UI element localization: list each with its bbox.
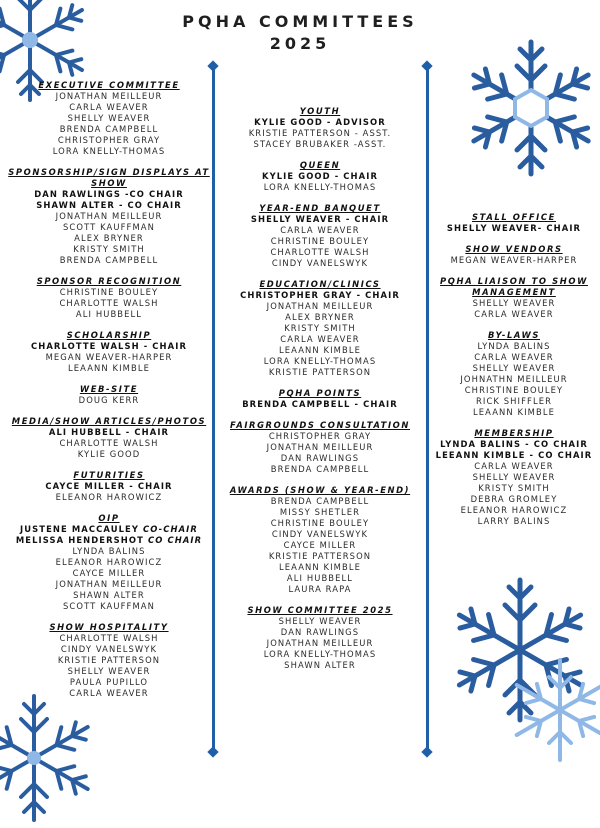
- divider-bottom-diamond-right: [421, 746, 432, 757]
- member-name: BRENDA CAMPBELL: [59, 124, 159, 134]
- member-name: ELEANOR HAROWICZ: [460, 505, 568, 515]
- member-name: JONATHAN MEILLEUR: [266, 301, 374, 311]
- committee-heading: BY-LAWS: [487, 330, 541, 340]
- committee-heading: SCHOLARSHIP: [66, 330, 152, 340]
- member-name: KRISTIE PATTERSON - ASST.: [248, 128, 392, 138]
- committee-section: [434, 244, 594, 266]
- committee-chair: KYLIE GOOD - ADVISOR: [254, 117, 386, 127]
- page-title: PQHA COMMITTEES: [182, 12, 418, 31]
- member-name: CHARLOTTE WALSH: [59, 298, 159, 308]
- committee-section: [6, 384, 212, 406]
- committee-column-right: [434, 212, 594, 537]
- committee-column-left: [6, 80, 212, 709]
- committee-heading: PQHA LIAISON TO SHOW: [440, 276, 588, 286]
- committee-section: [6, 513, 212, 612]
- committee-section: [6, 276, 212, 320]
- committee-chair: CHRISTOPHER GRAY - CHAIR: [240, 290, 400, 300]
- member-name: CARLA WEAVER: [474, 352, 554, 362]
- committee-section: [6, 167, 212, 266]
- member-name: SHELLY WEAVER: [472, 298, 556, 308]
- member-name: LYNDA BALINS: [72, 546, 146, 556]
- member-name: LEAANN KIMBLE: [472, 407, 556, 417]
- member-name: JONATHAN MEILLEUR: [266, 442, 374, 452]
- member-name: MEGAN WEAVER-HARPER: [450, 255, 578, 265]
- committee-chair: KYLIE GOOD - CHAIR: [261, 171, 379, 181]
- member-name: CHARLOTTE WALSH: [270, 247, 370, 257]
- committee-section: [6, 416, 212, 460]
- member-name: KYLIE GOOD: [77, 449, 141, 459]
- committee-heading: AWARDS (SHOW & YEAR-END): [229, 485, 411, 495]
- member-name: CHRISTINE BOULEY: [59, 287, 159, 297]
- member-name: BRENDA CAMPBELL: [59, 255, 159, 265]
- committee-section: [434, 330, 594, 418]
- committee-chair: ALI HUBBELL - CHAIR: [48, 427, 170, 437]
- member-name: LEAANN KIMBLE: [278, 345, 362, 355]
- member-name: DAN RAWLINGS: [280, 627, 360, 637]
- member-name: DOUG KERR: [78, 395, 140, 405]
- member-name: ALEX BRYNER: [74, 233, 144, 243]
- member-name: LYNDA BALINS: [477, 341, 551, 351]
- committee-heading: SHOW HOSPITALITY: [49, 622, 169, 632]
- committee-section: [222, 106, 418, 150]
- member-name: PAULA PUPILLO: [69, 677, 149, 687]
- committee-heading: PQHA POINTS: [278, 388, 362, 398]
- member-name: STACEY BRUBAKER -ASST.: [253, 139, 387, 149]
- committee-section: [434, 212, 594, 234]
- member-name: CHRISTOPHER GRAY: [57, 135, 161, 145]
- committee-heading: MEMBERSHIP: [474, 428, 554, 438]
- member-name: CAYCE MILLER: [72, 568, 146, 578]
- committee-chair: DAN RAWLINGS -CO CHAIR: [34, 189, 184, 199]
- committee-section: [222, 485, 418, 595]
- chair-name: MELISSA HENDERSHOT: [15, 535, 144, 545]
- member-name: CHRISTINE BOULEY: [464, 385, 564, 395]
- committee-heading: QUEEN: [299, 160, 341, 170]
- committee-chair: LEEANN KIMBLE - CO CHAIR: [435, 450, 593, 460]
- member-name: KRISTY SMITH: [284, 323, 356, 333]
- committee-heading: EXECUTIVE COMMITTEE: [38, 80, 180, 90]
- member-name: RICK SHIFFLER: [475, 396, 553, 406]
- member-name: KRISTY SMITH: [478, 483, 550, 493]
- committee-heading: EDUCATION/CLINICS: [259, 279, 381, 289]
- divider-bottom-diamond-left: [207, 746, 218, 757]
- page-subtitle-year: 2025: [269, 34, 331, 53]
- committee-chair: SHELLY WEAVER- CHAIR: [446, 223, 582, 233]
- committee-column-middle: [222, 106, 418, 681]
- committee-heading: MEDIA/SHOW ARTICLES/PHOTOS: [11, 416, 207, 426]
- member-name: ELEANOR HAROWICZ: [55, 492, 163, 502]
- member-name: LAURA RAPA: [288, 584, 352, 594]
- committee-section: [222, 388, 418, 410]
- member-name: SHELLY WEAVER: [67, 666, 151, 676]
- committee-section: [6, 330, 212, 374]
- member-name: ELEANOR HAROWICZ: [55, 557, 163, 567]
- committee-chair: SHELLY WEAVER - CHAIR: [250, 214, 390, 224]
- member-name: KRISTIE PATTERSON: [268, 551, 372, 561]
- member-name: SHELLY WEAVER: [472, 363, 556, 373]
- committee-section: [6, 80, 212, 157]
- committee-section: [222, 160, 418, 193]
- member-name: KRISTIE PATTERSON: [268, 367, 372, 377]
- member-name: CINDY VANELSWYK: [271, 258, 369, 268]
- member-name: SCOTT KAUFFMAN: [63, 222, 155, 232]
- member-name: LORA KNELLY-THOMAS: [52, 146, 166, 156]
- member-name: KRISTY SMITH: [73, 244, 145, 254]
- member-name: DEBRA GROMLEY: [470, 494, 558, 504]
- member-name: JONATHAN MEILLEUR: [55, 211, 163, 221]
- member-name: CINDY VANELSWYK: [271, 529, 369, 539]
- member-name: LORA KNELLY-THOMAS: [263, 649, 377, 659]
- committee-chair: CHARLOTTE WALSH - CHAIR: [30, 341, 188, 351]
- committee-chair: [6, 535, 212, 546]
- member-name: CHRISTINE BOULEY: [270, 236, 370, 246]
- member-name: CARLA WEAVER: [69, 102, 149, 112]
- committee-section: [434, 276, 594, 320]
- member-name: JONATHAN MEILLEUR: [266, 638, 374, 648]
- member-name: CHARLOTTE WALSH: [59, 633, 159, 643]
- committee-section: [222, 279, 418, 378]
- committee-section: [434, 428, 594, 527]
- member-name: CARLA WEAVER: [280, 225, 360, 235]
- committee-section: [6, 470, 212, 503]
- member-name: SHELLY WEAVER: [67, 113, 151, 123]
- committee-heading: MANAGEMENT: [472, 287, 556, 297]
- committee-heading: SHOW VENDORS: [465, 244, 563, 254]
- member-name: SHELLY WEAVER: [472, 472, 556, 482]
- member-name: CAYCE MILLER: [283, 540, 357, 550]
- chair-role: CO-CHAIR: [143, 524, 198, 534]
- member-name: CARLA WEAVER: [474, 461, 554, 471]
- committee-heading: YEAR-END BANQUET: [259, 203, 381, 213]
- member-name: JOHNATHN MEILLEUR: [460, 374, 568, 384]
- member-name: ALEX BRYNER: [285, 312, 355, 322]
- member-name: SHAWN ALTER: [73, 590, 145, 600]
- member-name: KRISTIE PATTERSON: [57, 655, 161, 665]
- committee-heading: SHOW: [91, 178, 127, 188]
- member-name: JONATHAN MEILLEUR: [55, 579, 163, 589]
- committee-section: [222, 203, 418, 269]
- member-name: BRENDA CAMPBELL: [270, 496, 370, 506]
- member-name: CARLA WEAVER: [474, 309, 554, 319]
- member-name: ALI HUBBELL: [286, 573, 354, 583]
- committee-heading: SPONSOR RECOGNITION: [36, 276, 182, 286]
- member-name: CHRISTINE BOULEY: [270, 518, 370, 528]
- committee-heading: YOUTH: [299, 106, 341, 116]
- snowflake-icon: [440, 560, 600, 776]
- member-name: ALI HUBBELL: [75, 309, 143, 319]
- member-name: LEAANN KIMBLE: [67, 363, 151, 373]
- member-name: BRENDA CAMPBELL: [270, 464, 370, 474]
- member-name: SHAWN ALTER: [284, 660, 356, 670]
- committee-section: [6, 622, 212, 699]
- member-name: MISSY SHETLER: [279, 507, 361, 517]
- committee-heading: SHOW COMMITTEE 2025: [247, 605, 393, 615]
- member-name: CINDY VANELSWYK: [60, 644, 158, 654]
- chair-name: JUSTENE MACCAULEY: [20, 524, 140, 534]
- committee-heading: WEB-SITE: [79, 384, 139, 394]
- member-name: CARLA WEAVER: [280, 334, 360, 344]
- committee-heading: SPONSORSHIP/SIGN DISPLAYS AT: [8, 167, 210, 177]
- member-name: LORA KNELLY-THOMAS: [263, 356, 377, 366]
- divider-line-right: [426, 68, 429, 754]
- snowflake-icon: [0, 688, 104, 828]
- member-name: SHELLY WEAVER: [278, 616, 362, 626]
- committee-heading: OIP: [98, 513, 120, 523]
- chair-role: CO CHAIR: [147, 535, 203, 545]
- committee-section: [222, 420, 418, 475]
- member-name: LEAANN KIMBLE: [278, 562, 362, 572]
- member-name: CARLA WEAVER: [69, 688, 149, 698]
- committee-chair: [6, 524, 212, 535]
- committee-chair: CAYCE MILLER - CHAIR: [45, 481, 173, 491]
- member-name: LORA KNELLY-THOMAS: [263, 182, 377, 192]
- member-name: JONATHAN MEILLEUR: [55, 91, 163, 101]
- member-name: LARRY BALINS: [477, 516, 551, 526]
- committee-heading: STALL OFFICE: [472, 212, 556, 222]
- committee-chair: SHAWN ALTER - CO CHAIR: [36, 200, 182, 210]
- committee-section: [222, 605, 418, 671]
- committee-chair: BRENDA CAMPBELL - CHAIR: [242, 399, 398, 409]
- member-name: SCOTT KAUFFMAN: [63, 601, 155, 611]
- member-name: MEGAN WEAVER-HARPER: [45, 352, 173, 362]
- member-name: CHARLOTTE WALSH: [59, 438, 159, 448]
- member-name: CHRISTOPHER GRAY: [268, 431, 372, 441]
- committee-chair: LYNDA BALINS - CO CHAIR: [440, 439, 588, 449]
- committee-heading: FUTURITIES: [73, 470, 145, 480]
- committee-heading: FAIRGROUNDS CONSULTATION: [230, 420, 410, 430]
- member-name: DAN RAWLINGS: [280, 453, 360, 463]
